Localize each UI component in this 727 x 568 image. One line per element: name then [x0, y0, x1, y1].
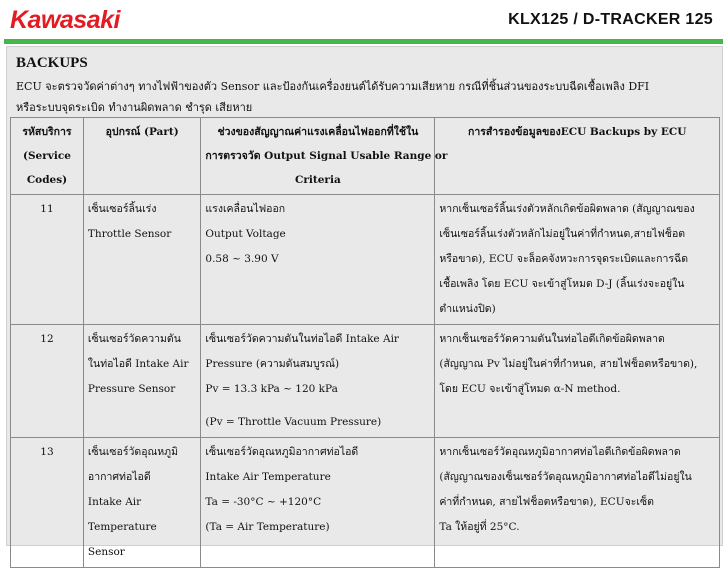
cell-text: เซ็นเซอร์ลิ้นเร่ง [87, 203, 157, 215]
backups-table [10, 117, 720, 568]
cell-backup [435, 195, 720, 325]
content-panel [6, 46, 723, 558]
cell-part [83, 438, 200, 568]
cell-text: Intake Air Temperature [205, 471, 331, 483]
cell-text: เซ็นเซอร์วัดความดัน [87, 333, 181, 345]
cell-text: ค่าที่กำหนด, สายไฟช็อตหรือขาด), ECUจะเซ็ต [439, 496, 654, 508]
cell-backup [435, 325, 720, 438]
cell-text: 0.58 ~ 3.90 V [205, 253, 279, 265]
header-output-range [201, 118, 448, 195]
cell-range [201, 438, 435, 568]
cell-text: ในท่อไอดี Intake Air [87, 358, 189, 370]
cell-text: เซ็นเซอร์วัดอุณหภูมิ [87, 446, 179, 458]
cell-text: แรงเคลื่อนไฟออก [205, 203, 286, 215]
cell-code: 11 [11, 195, 84, 325]
cell-text: Pressure (ความดันสมบูรณ์) [205, 358, 340, 370]
header-text: การตรวจวัด Output Signal Usable Range or [205, 150, 448, 162]
table-header-row [11, 118, 720, 195]
header-text: อุปกรณ์ (Part) [105, 126, 179, 138]
cell-text: เซ็นเซอร์ลิ้นเร่งตัวหลักไม่อยู่ในค่าที่กำหนด,สายไฟช็อต [439, 228, 686, 240]
table-row [11, 325, 720, 438]
cell-text: เซ็นเซอร์วัดอุณหภูมิอากาศท่อไอดี [205, 446, 359, 458]
model-title: KLX125 / D-TRACKER 125 [508, 11, 713, 28]
header-text: รหัสบริการ [22, 126, 72, 138]
cell-range [201, 195, 435, 325]
header-text: Criteria [295, 174, 341, 186]
cell-text: เซ็นเซอร์วัดความดันในท่อไอดี Intake Air [205, 333, 399, 345]
cell-part [83, 325, 200, 438]
cell-text: Intake Air [87, 496, 142, 508]
table-row [11, 438, 720, 568]
cell-part [83, 195, 200, 325]
header-backup [435, 118, 720, 195]
section-title: BACKUPS [16, 55, 88, 71]
cell-text: หากเซ็นเซอร์วัดอุณหภูมิอากาศท่อไอดีเกิดข้อผิดพลาด [439, 446, 681, 458]
cell-range [201, 325, 435, 438]
header-text: การสำรองข้อมูลของECU Backups by ECU [467, 126, 687, 138]
header-text: ช่วงของสัญญาณค่าแรงเคลื่อนไฟออกที่ใช้ใน [217, 126, 419, 138]
cell-text: หรือขาด), ECU จะล็อคจังหวะการจุดระเบิดและการฉีด [439, 253, 689, 265]
cell-text: (สัญญาณ Pv ไม่อยู่ในค่าที่กำหนด, สายไฟช็อตหรือขาด), [439, 358, 698, 370]
cell-note: (Pv = Throttle Vacuum Pressure) [205, 416, 382, 428]
header-text: (Service [22, 150, 71, 162]
cell-text: Sensor [87, 546, 125, 558]
cell-text: หากเซ็นเซอร์ลิ้นเร่งตัวหลักเกิดข้อผิดพลาด (สัญญาณของ [439, 203, 695, 215]
spacer [205, 402, 430, 410]
brand-logo: Kawasaki [10, 6, 120, 34]
cell-text: Ta ให้อยู่ที่ 25°C. [439, 521, 520, 533]
cell-text: (Ta = Air Temperature) [205, 521, 330, 533]
cell-text: Temperature [87, 521, 157, 533]
header-service-code [11, 118, 84, 195]
cell-text: หากเซ็นเซอร์วัดความดันในท่อไอดีเกิดข้อผิดพลาด [439, 333, 665, 345]
intro-line: หรือระบบจุดระเบิด ทำงานผิดพลาด ชำรุด เสียหาย [16, 101, 253, 114]
cell-text: Output Voltage [205, 228, 286, 240]
cell-code: 13 [11, 438, 84, 568]
cell-text: Ta = -30°C ~ +120°C [205, 496, 322, 508]
cell-text: (สัญญาณของเซ็นเซอร์วัดอุณหภูมิอากาศท่อไอดีไม่อยู่ใน [439, 471, 692, 483]
cell-backup [435, 438, 720, 568]
cell-text: อากาศท่อไอดี [87, 471, 151, 483]
page-header [0, 0, 727, 40]
intro-line: ECU จะตรวจวัดค่าต่างๆ ทางไฟฟ้าของตัว Sensor และป้องกันเครื่องยนต์ได้รับความเสียหาย กรณีที่ชิ้นส่วนของระบบฉีดเชื้อเพลิง DFI [16, 80, 650, 93]
cell-code: 12 [11, 325, 84, 438]
header-text: Codes) [26, 174, 68, 186]
cell-text: โดย ECU จะเข้าสู่โหมด α-N method. [439, 383, 621, 395]
table-row [11, 195, 720, 325]
cell-text: ตำแหน่งปิด) [439, 303, 496, 315]
cell-text: เชื้อเพลิง โดย ECU จะเข้าสู่โหมด D-J (ลิ้นเร่งจะอยู่ใน [439, 278, 685, 290]
cell-text: Pv = 13.3 kPa ~ 120 kPa [205, 383, 338, 395]
intro-paragraph [16, 76, 711, 118]
cell-text: Pressure Sensor [87, 383, 176, 395]
cell-text: Throttle Sensor [87, 228, 172, 240]
header-part [83, 118, 200, 195]
header-divider [4, 39, 723, 44]
